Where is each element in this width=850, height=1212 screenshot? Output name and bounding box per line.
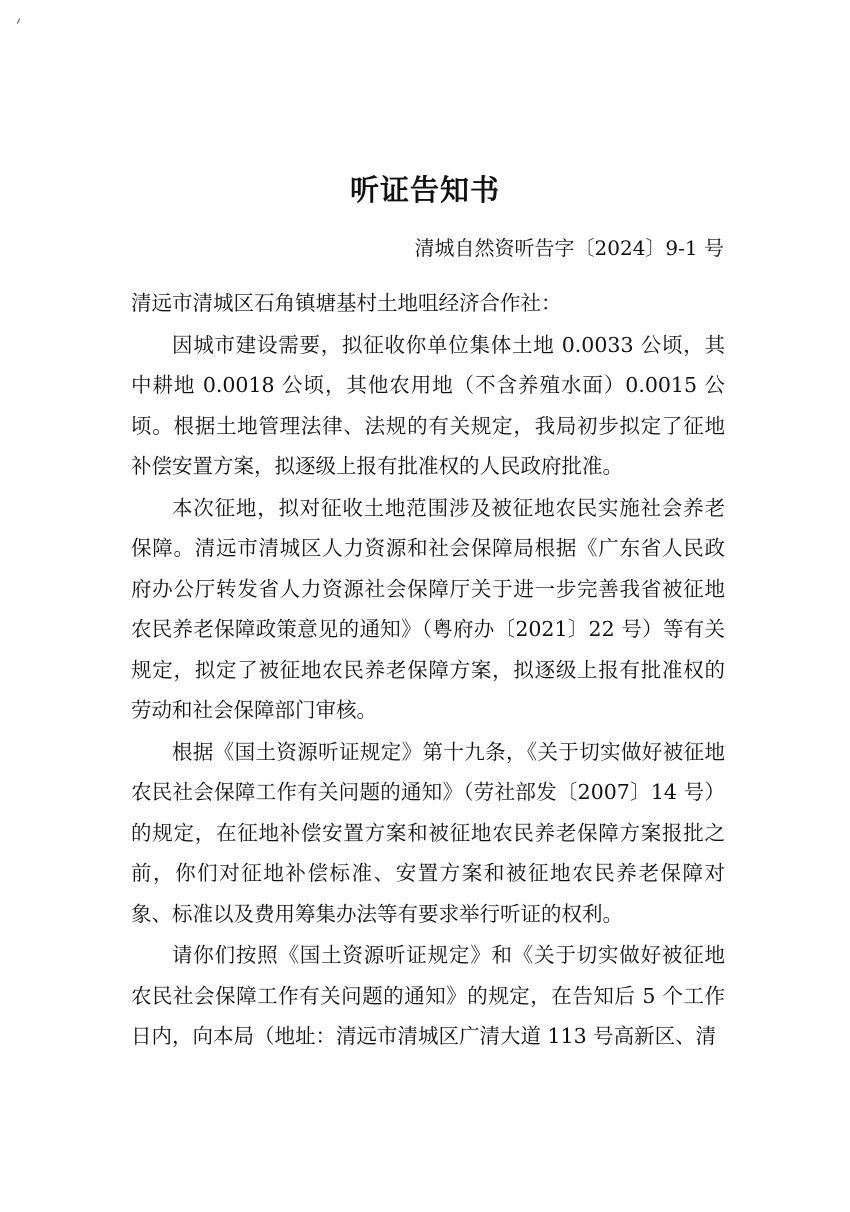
document-body	[131, 283, 725, 1058]
scan-speck	[17, 18, 20, 24]
document-title: 听证告知书	[349, 173, 500, 207]
salutation: 清远市清城区石角镇塘基村土地咀经济合作社：	[131, 291, 562, 315]
body-paragraph: 请你们按照《国土资源听证规定》和《关于切实做好被征地农民社会保障工作有关问题的通知》的规定，在告知后 5 个工作日内，向本局（地址：清远市清城区广清大道 113 号高新区、清	[131, 943, 725, 1048]
body-paragraph: 因城市建设需要，拟征收你单位集体土地 0.0033 公顷，其中耕地 0.0018 公顷，其他农用地（不含养殖水面）0.0015 公顷。根据土地管理法律、法规的有关规定，我局初步拟定了征地补偿安置方案，拟逐级上报有批准权的人民政府批准。	[131, 332, 725, 478]
body-paragraph: 本次征地，拟对征收土地范围涉及被征地农民实施社会养老保障。清远市清城区人力资源和社会保障局根据《广东省人民政府办公厅转发省人力资源社会保障厅关于进一步完善我省被征地农民养老保障政策意见的通知》（粤府办〔2021〕22 号）等有关规定，拟定了被征地农民养老保障方案，拟逐级上报有批准权的劳动和社会保障部门审核。	[131, 495, 725, 722]
body-paragraph: 根据《国土资源听证规定》第十九条，《关于切实做好被征地农民社会保障工作有关问题的通知》（劳社部发〔2007〕14 号）的规定，在征地补偿安置方案和被征地农民养老保障方案报批之前，你们对征地补偿标准、安置方案和被征地农民养老保障对象、标准以及费用筹集办法等有要求举行听证的权利。	[131, 739, 725, 926]
document-number: 清城自然资听告字〔2024〕9-1 号	[414, 236, 724, 260]
